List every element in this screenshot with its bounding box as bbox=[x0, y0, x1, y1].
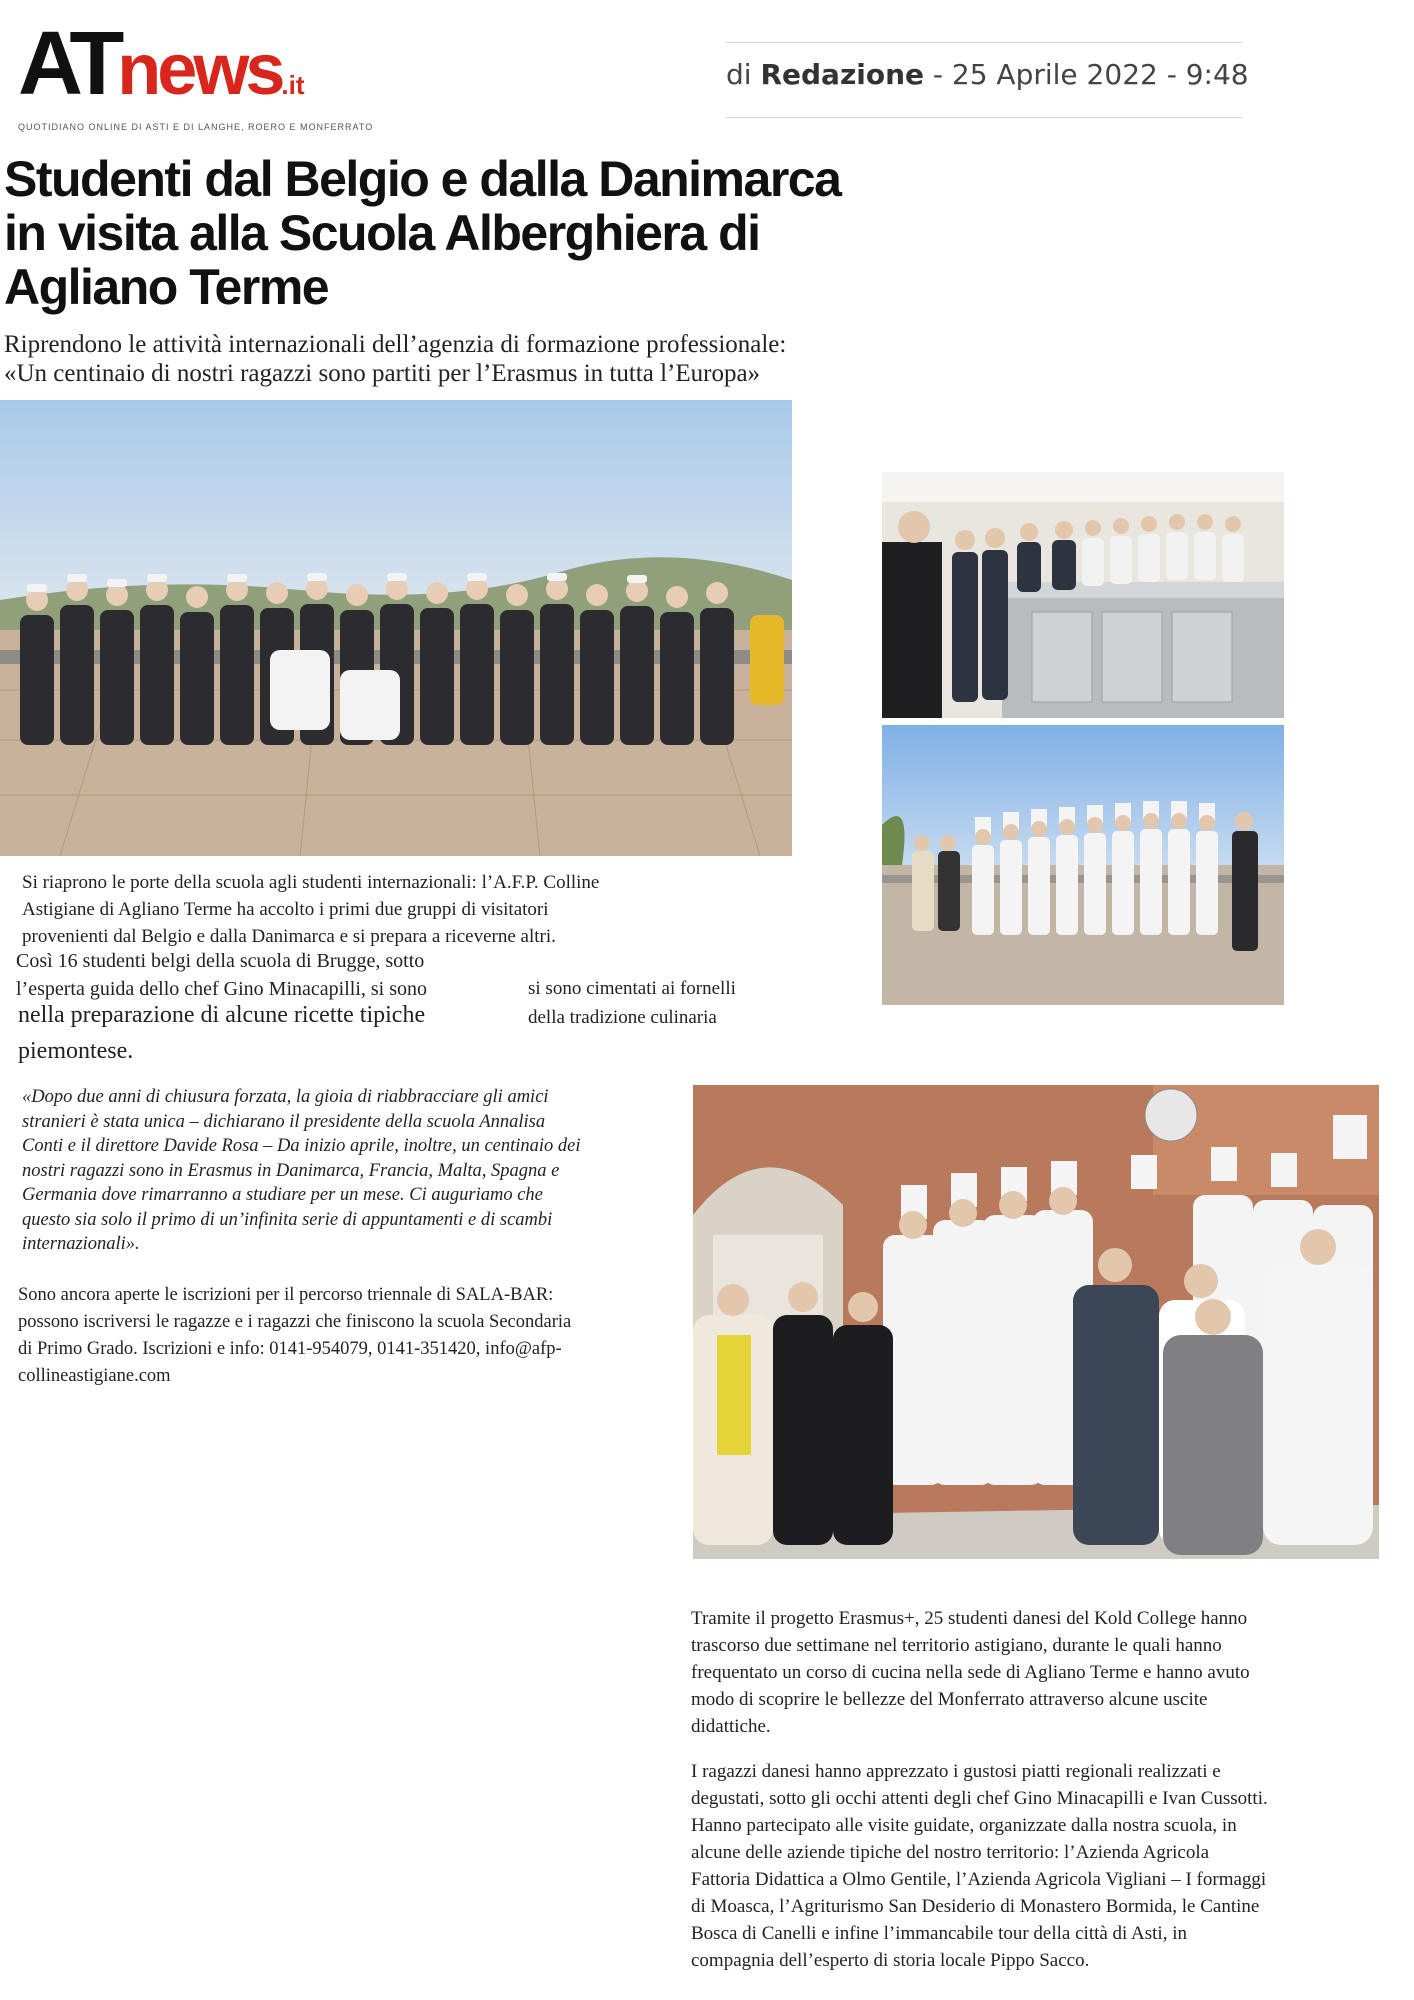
byline-bottom-rule bbox=[726, 117, 1242, 118]
subhead-line: «Un centinaio di nostri ragazzi sono partiti per l’Erasmus in tutta l’Europa» bbox=[4, 360, 761, 387]
text-line: didattiche. bbox=[691, 1716, 771, 1737]
article-headline: Studenti dal Belgio e dalla Danimarca in visita alla Scuola Alberghiera di Agliano Terme bbox=[4, 151, 841, 315]
text-line: modo di scoprire le bellezze del Monferrato attraverso alcune uscite bbox=[691, 1689, 1208, 1710]
text-line: I ragazzi danesi hanno apprezzato i gustosi piatti regionali realizzati e bbox=[691, 1761, 1221, 1782]
photo-college-entrance bbox=[693, 1085, 1379, 1559]
text-line: trascorso due settimane nel territorio astigiano, durante le quali hanno bbox=[691, 1635, 1222, 1656]
byline bbox=[726, 58, 1249, 91]
text-line: alcune delle aziende tipiche del nostro territorio: l’Azienda Agricola bbox=[691, 1842, 1210, 1863]
text-line: piemontese. bbox=[18, 1038, 134, 1064]
quote-line: nostri ragazzi sono in Erasmus in Danimarca, Francia, Malta, Spagna e bbox=[22, 1160, 560, 1181]
text-line: Astigiane di Agliano Terme ha accolto i primi due gruppi di visitatori bbox=[22, 899, 549, 920]
quote-line: Conti e il direttore Davide Rosa – Da inizio aprile, inoltre, un centinaio dei bbox=[22, 1136, 581, 1156]
subhead-line: Riprendono le attività internazionali dell’agenzia di formazione professionale: bbox=[4, 331, 787, 358]
text-line: collineastigiane.com bbox=[18, 1366, 171, 1386]
text-line: Tramite il progetto Erasmus+, 25 studenti danesi del Kold College hanno bbox=[691, 1608, 1248, 1629]
paragraph-intro bbox=[22, 869, 742, 950]
byline-separator: - bbox=[924, 58, 952, 91]
photo-terrace-group bbox=[0, 400, 792, 856]
paragraph-visits bbox=[691, 1758, 1381, 1974]
quote-line: stranieri è stata unica – dichiarano il presidente della scuola Annalisa bbox=[22, 1111, 546, 1132]
quote-line: questo sia solo il primo di un’infinita serie di appuntamenti e di scambi bbox=[22, 1209, 553, 1230]
quote-line: Germania dove rimarranno a studiare per un mese. Ci auguriamo che bbox=[22, 1185, 543, 1205]
quote-line: «Dopo due anni di chiusura forzata, la gioia di riabbracciare gli amici bbox=[22, 1087, 549, 1107]
text-line: Così 16 studenti belgi della scuola di Brugge, sotto bbox=[16, 950, 425, 972]
text-line: l’esperta guida dello chef Gino Minacapilli, si sono bbox=[16, 978, 428, 1000]
text-line: compagnia dell’esperto di storia locale Pippo Sacco. bbox=[691, 1950, 1090, 1971]
text-line: Fattoria Didattica a Olmo Gentile, l’Azienda Agricola Vigliani – I formaggi bbox=[691, 1869, 1267, 1890]
logo-tld-text: .it bbox=[281, 70, 305, 100]
text-line: nella preparazione di alcune ricette tipiche bbox=[18, 1002, 426, 1028]
photo-terrace-chefs bbox=[882, 725, 1284, 1005]
quote-block bbox=[22, 1085, 682, 1257]
text-line: Bosca di Canelli e infine l’immancabile tour della città di Asti, in bbox=[691, 1923, 1187, 1944]
text-line: Si riaprono le porte della scuola agli studenti internazionali: l’A.F.P. Colline bbox=[22, 872, 600, 893]
logo-tagline: QUOTIDIANO ONLINE DI ASTI E DI LANGHE, ROERO E MONFERRATO bbox=[18, 122, 374, 132]
logo-news-text: news bbox=[117, 30, 282, 110]
text-line: Sono ancora aperte le iscrizioni per il percorso triennale di SALA-BAR: bbox=[18, 1285, 554, 1305]
photo-kitchen-group bbox=[882, 472, 1284, 718]
quote-line: internazionali». bbox=[22, 1234, 140, 1254]
text-line: di Primo Grado. Iscrizioni e info: 0141-954079, 0141-351420, info@afp- bbox=[18, 1339, 562, 1359]
text-line: possono iscriversi le ragazze e i ragazzi che finiscono la scuola Secondaria bbox=[18, 1312, 572, 1332]
byline-author[interactable]: Redazione bbox=[760, 58, 924, 91]
text-line: frequentato un corso di cucina nella sede di Agliano Terme e hanno avuto bbox=[691, 1662, 1250, 1683]
text-line: degustati, sotto gli occhi attenti degli chef Gino Minacapilli e Ivan Cussotti. bbox=[691, 1788, 1268, 1809]
article-subhead bbox=[4, 330, 924, 388]
paragraph-enrolment bbox=[18, 1282, 688, 1390]
text-line: si sono cimentati ai fornelli bbox=[528, 978, 736, 999]
byline-top-rule bbox=[726, 42, 1242, 43]
paragraph-erasmus bbox=[691, 1605, 1381, 1740]
logo-at-text: AT bbox=[18, 14, 118, 114]
atnews-logo[interactable] bbox=[18, 14, 374, 134]
text-line: della tradizione culinaria bbox=[528, 1007, 717, 1028]
text-line: provenienti dal Belgio e dalla Danimarca e si prepara a riceverne altri. bbox=[22, 926, 556, 947]
text-line: Hanno partecipato alle visite guidate, organizzate dalla nostra scuola, in bbox=[691, 1815, 1237, 1836]
text-line: di Moasca, l’Agriturismo San Desiderio di Monastero Bormida, le Cantine bbox=[691, 1896, 1260, 1917]
byline-prefix: di bbox=[726, 58, 761, 91]
byline-time: - 9:48 bbox=[1157, 58, 1249, 91]
byline-date: 25 Aprile 2022 bbox=[951, 58, 1158, 91]
